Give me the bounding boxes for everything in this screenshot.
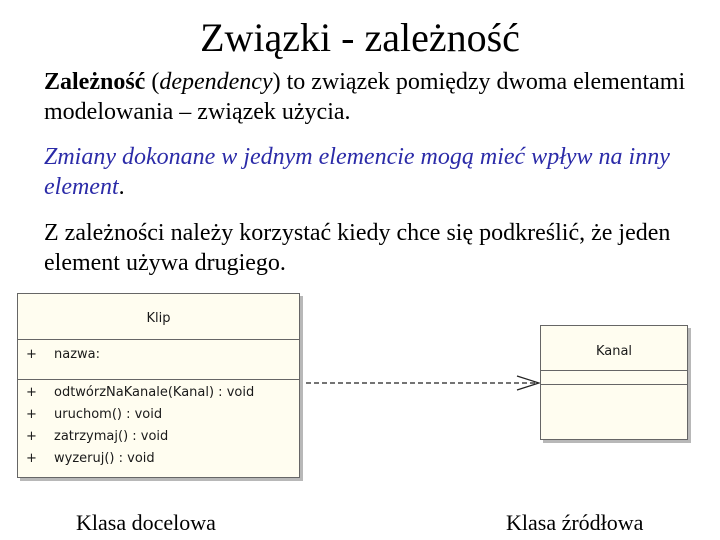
operation-wyzeruj: wyzeruj() : void bbox=[54, 451, 155, 466]
class-box-klip bbox=[17, 293, 300, 478]
slide-title: Związki - zależność bbox=[200, 15, 520, 60]
operation-row bbox=[18, 382, 299, 404]
attribute-row bbox=[18, 344, 299, 366]
attributes-compartment bbox=[18, 340, 299, 380]
operation-odtworz: odtwórzNaKanale(Kanal) : void bbox=[54, 385, 255, 400]
dependency-arrowhead bbox=[517, 376, 539, 390]
open-paren: ( bbox=[145, 69, 160, 95]
operation-row bbox=[18, 448, 299, 470]
operation-uruchom: uruchom() : void bbox=[54, 407, 163, 422]
operations-compartment bbox=[18, 380, 299, 470]
attribute-nazwa: nazwa: bbox=[54, 347, 101, 362]
operation-row bbox=[18, 426, 299, 448]
visibility-marker: + bbox=[26, 429, 37, 444]
operation-row bbox=[18, 404, 299, 426]
paragraph-usage: Z zależności należy korzystać kiedy chce się podkreślić, że jeden element używa drugiego. bbox=[44, 220, 671, 276]
class-name-klip: Klip bbox=[18, 294, 299, 340]
visibility-marker: + bbox=[26, 451, 37, 466]
changes-period: . bbox=[118, 174, 125, 200]
caption-source-class: Klasa źródłowa bbox=[506, 510, 644, 535]
term-bold: Zależność bbox=[44, 69, 146, 95]
visibility-marker: + bbox=[26, 347, 37, 362]
operation-zatrzymaj: zatrzymaj() : void bbox=[54, 429, 169, 444]
attributes-compartment-empty bbox=[541, 371, 687, 385]
definition-rest: ) to związek pomiędzy dwoma elementami modelowania – związek użycia. bbox=[44, 69, 686, 125]
caption-target-class: Klasa docelowa bbox=[76, 510, 216, 535]
visibility-marker: + bbox=[26, 385, 37, 400]
term-english: dependency bbox=[159, 69, 273, 95]
class-name-kanal: Kanal bbox=[541, 326, 687, 371]
visibility-marker: + bbox=[26, 407, 37, 422]
class-box-kanal bbox=[540, 325, 688, 440]
changes-italic-text: Zmiany dokonane w jednym elemencie mogą mieć wpływ na inny element bbox=[44, 144, 670, 200]
